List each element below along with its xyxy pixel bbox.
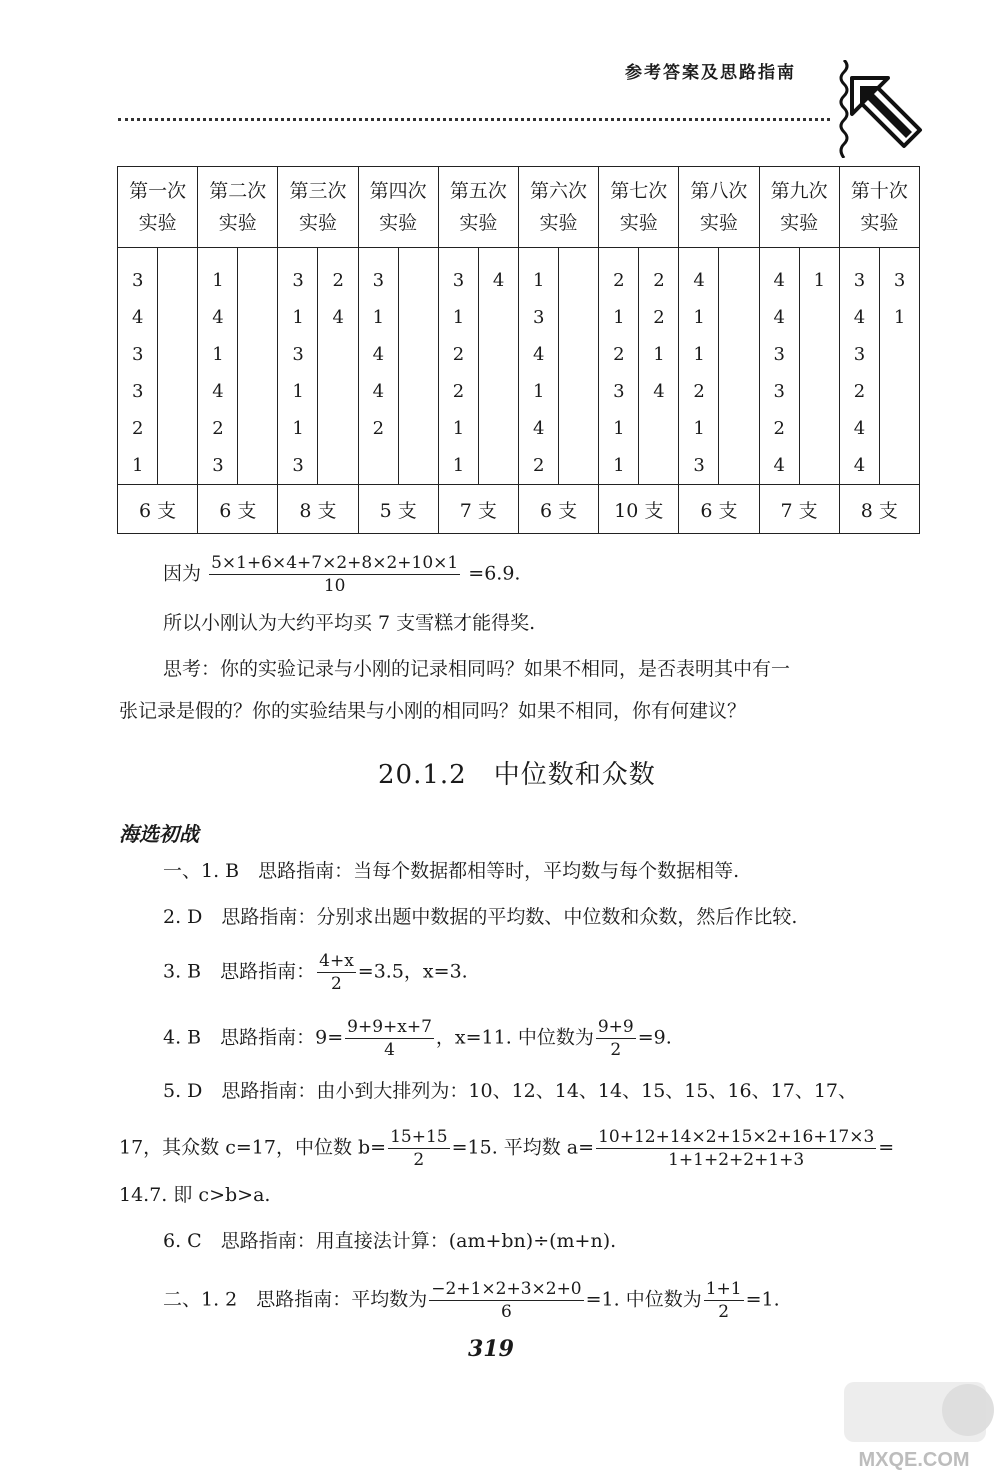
record-value: 3: [132, 344, 144, 365]
record-subcolumn-left: [599, 248, 639, 484]
record-cell-10: [839, 248, 919, 485]
table-totals-row: [118, 485, 920, 534]
think-text-line1: 思考：你的实验记录与小刚的记录相同吗？如果不相同，是否表明其中有一: [163, 658, 791, 680]
record-value: 1: [452, 307, 465, 328]
record-subcolumn-right: [800, 248, 839, 484]
record-value: 1: [372, 307, 385, 328]
answer-1-6: 6. C 思路指南：用直接法计算：(am+bn)÷(m+n).: [163, 1230, 617, 1252]
record-value: 4: [853, 418, 866, 439]
record-value: 2: [613, 344, 625, 365]
fraction-denominator: 10: [323, 576, 346, 596]
fraction-numerator: 10+12+14×2+15×2+16+17×3: [598, 1127, 875, 1147]
total-cell: 10 支: [599, 485, 679, 534]
record-subcolumn-left: [519, 248, 559, 484]
header-label: 第十次 实验: [850, 180, 908, 234]
record-value: 1: [132, 455, 144, 476]
record-value: 4: [853, 307, 866, 328]
record-cell-4: [358, 248, 438, 485]
fraction-denominator: 1+1+2+2+1+3: [668, 1150, 805, 1170]
record-cell-2: [198, 248, 278, 485]
answer-prefix: 17，其众数 c=17，中位数 b=: [119, 1136, 387, 1159]
record-value: 3: [893, 270, 906, 291]
fraction: [596, 1126, 876, 1171]
header-cell-10: [839, 167, 919, 248]
record-subcolumn-left: [118, 248, 158, 484]
header-label: 第九次 实验: [770, 180, 828, 234]
fraction-numerator: −2+1×2+3×2+0: [431, 1279, 582, 1299]
record-value: 2: [132, 418, 144, 439]
record-value: 4: [212, 381, 224, 402]
record-value: 1: [893, 307, 906, 328]
record-subcolumn-right: [158, 248, 197, 484]
table-header-row: [118, 167, 920, 248]
record-value: 3: [853, 270, 866, 291]
record-value: 2: [332, 270, 344, 291]
answer-mid: ，x=11. 中位数为: [435, 1026, 594, 1049]
answer-eq: =: [878, 1136, 895, 1159]
record-value: 4: [132, 307, 144, 328]
fraction: [345, 1016, 434, 1061]
subsection-heading: 海选初战: [119, 822, 199, 846]
fraction-denominator: 6: [501, 1302, 512, 1322]
record-value: 1: [693, 344, 705, 365]
average-calculation: [163, 552, 520, 597]
record-value: 3: [292, 344, 304, 365]
fraction-numerator: 9+9: [597, 1017, 634, 1037]
record-value: 3: [853, 344, 866, 365]
record-value: 4: [532, 418, 545, 439]
answer-suffix: =9.: [637, 1026, 672, 1049]
fraction-numerator: 5×1+6×4+7×2+8×2+10×1: [211, 553, 459, 573]
record-value: 1: [813, 270, 826, 291]
record-value: 1: [693, 418, 705, 439]
record-columns: [359, 248, 438, 484]
total-cell: 7 支: [438, 485, 518, 534]
record-value: 3: [693, 455, 705, 476]
record-value: 1: [613, 307, 625, 328]
because-prefix: 因为: [163, 562, 202, 585]
total-cell: 7 支: [759, 485, 839, 534]
total-cell: 6 支: [518, 485, 598, 534]
header-cell-4: [358, 167, 438, 248]
fraction-denominator: 2: [610, 1040, 622, 1060]
header-dotted-rule: [118, 118, 830, 121]
record-value: 3: [773, 381, 785, 402]
watermark-text: MXQE.COM: [858, 1449, 970, 1471]
total-cell: 5 支: [358, 485, 438, 534]
fraction-denominator: 4: [384, 1040, 395, 1060]
answer-mid: =15. 平均数 a=: [451, 1136, 595, 1159]
record-value: 4: [372, 381, 385, 402]
record-value: 4: [773, 270, 785, 291]
fraction-numerator: 9+9+x+7: [347, 1017, 432, 1037]
answer-1-3: [163, 950, 468, 995]
record-value: 4: [372, 344, 385, 365]
record-cell-5: [438, 248, 518, 485]
record-columns: [599, 248, 678, 484]
record-value: 2: [613, 270, 625, 291]
total-cell: 8 支: [839, 485, 919, 534]
fraction-numerator: 1+1: [705, 1279, 742, 1299]
record-subcolumn-right: [238, 248, 277, 484]
answer-prefix: 二、1. 2 思路指南：平均数为: [163, 1288, 428, 1311]
record-value: 3: [292, 270, 304, 291]
page-number: 319: [468, 1336, 514, 1362]
answer-mid: =1. 中位数为: [585, 1288, 702, 1311]
record-columns: [679, 248, 758, 484]
record-value: 1: [212, 344, 224, 365]
record-cell-7: [599, 248, 679, 485]
header-label: 第三次 实验: [289, 180, 347, 234]
record-value: 1: [532, 381, 545, 402]
header-label: 第八次 实验: [690, 180, 748, 234]
record-value: 1: [693, 307, 705, 328]
record-value: 3: [452, 270, 465, 291]
total-cell: 6 支: [118, 485, 198, 534]
average-fraction: [209, 552, 460, 597]
record-value: 2: [372, 418, 385, 439]
record-value: 2: [653, 307, 665, 328]
record-columns: [519, 248, 598, 484]
header-cell-2: [198, 167, 278, 248]
record-value: 4: [492, 270, 505, 291]
arrow-icon: [848, 74, 924, 150]
average-result: =6.9.: [468, 562, 521, 585]
answer-prefix: 3. B 思路指南：: [163, 960, 316, 983]
answer-1-5-line1: 5. D 思路指南：由小到大排列为：10、12、14、14、15、15、16、17、17、: [163, 1080, 857, 1102]
header-cell-6: [518, 167, 598, 248]
fraction-denominator: 2: [413, 1150, 425, 1170]
running-header-title: 参考答案及思路指南: [625, 63, 796, 83]
header-cell-3: [278, 167, 358, 248]
fraction: [596, 1016, 636, 1061]
record-value: 3: [132, 381, 144, 402]
total-cell: 6 支: [679, 485, 759, 534]
record-cell-9: [759, 248, 839, 485]
record-cell-8: [679, 248, 759, 485]
header-label: 第五次 实验: [449, 180, 507, 234]
record-subcolumn-left: [840, 248, 880, 484]
answer-suffix: =3.5，x=3.: [357, 960, 468, 983]
header-cell-8: [679, 167, 759, 248]
record-value: 3: [773, 344, 785, 365]
record-subcolumn-left: [198, 248, 238, 484]
header-label: 第四次 实验: [369, 180, 427, 234]
record-subcolumn-left: [439, 248, 479, 484]
record-cell-3: [278, 248, 358, 485]
answer-1-5-line3: 14.7. 即 c>b>a.: [119, 1184, 271, 1206]
header-label: 第六次 实验: [530, 180, 588, 234]
record-value: 3: [613, 381, 625, 402]
record-columns: [840, 248, 919, 484]
record-columns: [760, 248, 839, 484]
record-value: 2: [853, 381, 866, 402]
record-value: 1: [452, 418, 465, 439]
record-value: 4: [693, 270, 705, 291]
record-cell-1: [118, 248, 198, 485]
record-subcolumn-right: [880, 248, 919, 484]
record-value: 1: [292, 307, 304, 328]
record-columns: [118, 248, 197, 484]
answer-1-2: 2. D 思路指南：分别求出题中数据的平均数、中位数和众数，然后作比较.: [163, 906, 798, 928]
record-subcolumn-right: [479, 248, 518, 484]
record-cell-6: [518, 248, 598, 485]
conclusion-text: 所以小刚认为大约平均买 7 支雪糕才能得奖.: [163, 612, 536, 634]
record-value: 2: [773, 418, 785, 439]
header-label: 第七次 实验: [610, 180, 668, 234]
total-cell: 8 支: [278, 485, 358, 534]
record-subcolumn-right: [318, 248, 357, 484]
answer-1-1: 一、1. B 思路指南：当每个数据都相等时，平均数与每个数据相等.: [163, 860, 740, 882]
record-value: 2: [693, 381, 705, 402]
record-value: 1: [532, 270, 545, 291]
record-subcolumn-right: [399, 248, 438, 484]
record-value: 2: [452, 381, 465, 402]
record-value: 1: [212, 270, 224, 291]
answer-prefix: 4. B 思路指南：9=: [163, 1026, 344, 1049]
answer-2-1: [163, 1278, 780, 1323]
record-columns: [198, 248, 277, 484]
header-label: 第二次 实验: [209, 180, 267, 234]
header-label: 第一次 实验: [129, 180, 187, 234]
record-subcolumn-right: [559, 248, 598, 484]
record-value: 4: [773, 455, 785, 476]
record-value: 1: [613, 418, 625, 439]
record-subcolumn-right: [639, 248, 678, 484]
answer-1-5-line2: [119, 1126, 894, 1171]
record-subcolumn-left: [679, 248, 719, 484]
record-value: 3: [292, 455, 304, 476]
fraction: [388, 1126, 450, 1171]
fraction: [429, 1278, 583, 1323]
answer-1-4: [163, 1016, 672, 1061]
record-subcolumn-left: [359, 248, 399, 484]
record-value: 3: [372, 270, 385, 291]
experiment-records-table: [117, 166, 920, 534]
record-value: 3: [212, 455, 224, 476]
watermark-logo: [830, 1380, 1000, 1472]
total-cell: 6 支: [198, 485, 278, 534]
record-value: 2: [653, 270, 665, 291]
header-cell-5: [438, 167, 518, 248]
fraction-denominator: 2: [718, 1302, 730, 1322]
header-cell-7: [599, 167, 679, 248]
record-value: 4: [773, 307, 785, 328]
record-value: 4: [532, 344, 545, 365]
record-columns: [439, 248, 518, 484]
answer-suffix: =1.: [745, 1288, 780, 1311]
header-cell-1: [118, 167, 198, 248]
record-value: 1: [292, 381, 304, 402]
record-value: 2: [532, 455, 545, 476]
section-title: 20.1.2 中位数和众数: [378, 760, 656, 790]
table-records-row: [118, 248, 920, 485]
record-value: 4: [212, 307, 224, 328]
record-value: 1: [292, 418, 304, 439]
record-value: 3: [132, 270, 144, 291]
record-value: 1: [613, 455, 625, 476]
record-value: 2: [452, 344, 465, 365]
record-subcolumn-left: [278, 248, 318, 484]
record-subcolumn-left: [760, 248, 800, 484]
record-subcolumn-right: [719, 248, 758, 484]
header-cell-9: [759, 167, 839, 248]
record-value: 4: [653, 381, 665, 402]
record-value: 1: [653, 344, 665, 365]
record-columns: [278, 248, 357, 484]
record-value: 4: [853, 455, 866, 476]
fraction: [317, 950, 356, 995]
fraction-denominator: 2: [331, 974, 342, 994]
record-value: 1: [452, 455, 465, 476]
record-value: 2: [212, 418, 224, 439]
record-value: 3: [532, 307, 545, 328]
fraction: [704, 1278, 744, 1323]
think-text-line2: 张记录是假的？你的实验结果与小刚的相同吗？如果不相同，你有何建议？: [119, 700, 747, 722]
record-value: 4: [332, 307, 344, 328]
fraction-numerator: 15+15: [390, 1127, 448, 1147]
fraction-numerator: 4+x: [319, 951, 354, 971]
